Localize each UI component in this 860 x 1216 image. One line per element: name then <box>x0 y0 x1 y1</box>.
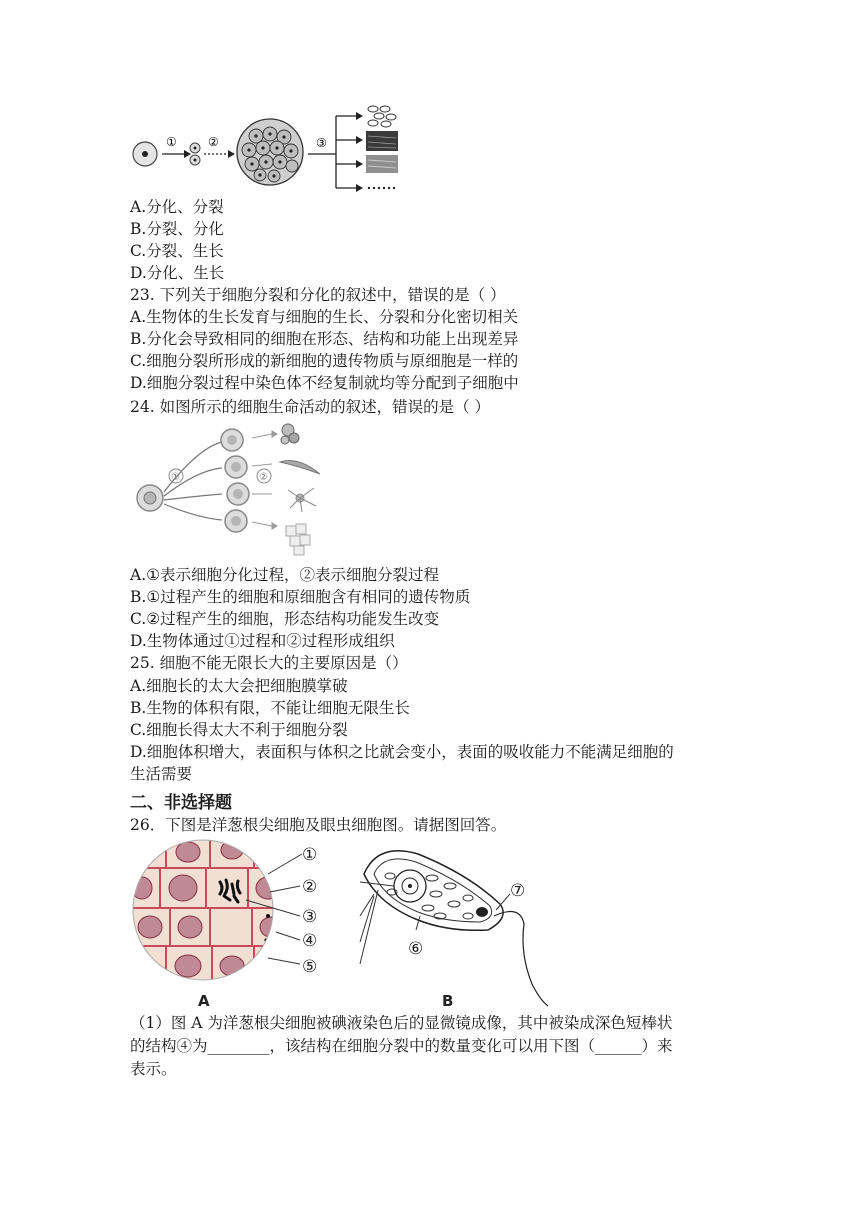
q22-option-b: B.分裂、分化 <box>130 220 224 238</box>
tissue-cluster <box>286 524 310 555</box>
q24-stem: 24. 如图所示的细胞生命活动的叙述，错误的是（ ） <box>130 398 491 416</box>
fig2-label-1: ① <box>171 472 180 483</box>
q25-option-d: D.细胞体积增大，表面积与体积之比就会变小，表面的吸收能力不能满足细胞的 <box>130 743 674 761</box>
blood-cell-cluster <box>281 424 299 444</box>
cell-process-figure <box>128 100 408 196</box>
q24-option-d: D.生物体通过①过程和②过程形成组织 <box>130 632 395 650</box>
tissue-thumb-1 <box>366 104 398 128</box>
label-1: ① <box>302 845 318 865</box>
fig-b-caption: B <box>442 992 454 1010</box>
label-7: ⑦ <box>510 881 526 901</box>
fig2-label-2: ② <box>259 472 268 483</box>
q23-option-d: D.细胞分裂过程中染色体不经复制就均等分配到子细胞中 <box>130 374 519 392</box>
q26-part1-line1: （1）图 A 为洋葱根尖细胞被碘液染色后的显微镜成像，其中被染成深色短棒状 <box>130 1014 673 1032</box>
q24-option-b: B.①过程产生的细胞和原细胞含有相同的遗传物质 <box>130 588 471 606</box>
q25-option-b: B.生物的体积有限，不能让细胞无限生长 <box>130 699 410 717</box>
step-2-label: ② <box>208 135 219 149</box>
onion-euglena-figure <box>128 834 568 1012</box>
euglena-drawing <box>364 851 548 1006</box>
q25-stem: 25. 细胞不能无限长大的主要原因是（） <box>130 654 408 672</box>
q23-option-b: B.分化会导致相同的细胞在形态、结构和功能上出现差异 <box>130 330 519 348</box>
onion-root-micrograph <box>128 834 294 994</box>
q25-option-c: C.细胞长得太大不利于细胞分裂 <box>130 721 348 739</box>
tissue-thumb-3 <box>366 155 398 173</box>
q24-option-c: C.②过程产生的细胞，形态结构功能发生改变 <box>130 610 440 628</box>
q22-option-d: D.分化、生长 <box>130 264 225 282</box>
q26-part1-line2: 的结构④为________，该结构在细胞分裂中的数量变化可以用下图（______）来 <box>130 1037 673 1055</box>
q22-option-c: C.分裂、生长 <box>130 242 224 260</box>
q26-stem: 26．下图是洋葱根尖细胞及眼虫细胞图。请据图回答。 <box>130 816 507 834</box>
section-title: 二、非选择题 <box>130 793 232 813</box>
fig-a-caption: A <box>198 992 210 1010</box>
q24-option-a: A.①表示细胞分化过程，②表示细胞分裂过程 <box>130 566 440 584</box>
q22-option-a: A.分化、分裂 <box>130 198 224 216</box>
q23-option-a: A.生物体的生长发育与细胞的生长、分裂和分化密切相关 <box>130 308 519 326</box>
q25-option-a: A.细胞长的太大会把细胞膜掌破 <box>130 677 348 695</box>
label-5: ⑤ <box>302 957 318 977</box>
label-2: ② <box>302 877 318 897</box>
step-1-label: ① <box>166 135 177 149</box>
label-4: ④ <box>302 931 318 951</box>
nerve-cell <box>288 488 316 512</box>
cell-activity-figure <box>128 418 328 558</box>
muscle-cell <box>280 461 320 475</box>
q26-part1-line3: 表示。 <box>130 1060 177 1078</box>
q25-option-d-cont: 生活需要 <box>130 765 193 783</box>
label-3: ③ <box>302 907 318 927</box>
label-6: ⑥ <box>408 939 424 959</box>
q23-option-c: C.细胞分裂所形成的新细胞的遗传物质与原细胞是一样的 <box>130 352 519 370</box>
q23-stem: 23. 下列关于细胞分裂和分化的叙述中，错误的是（ ） <box>130 286 506 304</box>
step-3-label: ③ <box>316 136 327 150</box>
